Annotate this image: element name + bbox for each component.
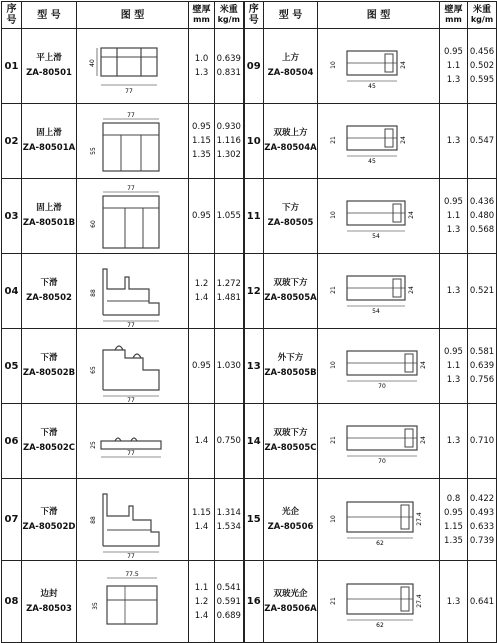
- weight-cell: [468, 104, 497, 179]
- header-seq-right: 序号: [244, 2, 264, 29]
- cross-section-drawing: [85, 180, 181, 252]
- profile-code: ZA-80505: [267, 218, 314, 228]
- dim-label: 24: [407, 211, 415, 219]
- thickness-cell-value: 1.35: [192, 150, 211, 160]
- profile-code: ZA-80506A: [264, 603, 317, 614]
- seq-number: 16: [244, 561, 264, 643]
- weight-cell-value: 1.055: [216, 211, 241, 221]
- thickness-cell-value: 0.8: [446, 493, 461, 504]
- model-cell: [264, 329, 318, 404]
- profile-name: 边封: [40, 588, 58, 599]
- profile-code: ZA-80502D: [22, 521, 76, 532]
- dim-label: 54: [371, 233, 380, 240]
- model-cell: [264, 104, 318, 179]
- thickness-cell: [189, 179, 215, 254]
- profile-figure: [77, 254, 189, 329]
- profile-code: ZA-80502B: [22, 368, 76, 378]
- cross-section-drawing: [85, 562, 181, 642]
- profile-name: 上方: [281, 53, 299, 63]
- weight-cell-value: 0.756: [469, 375, 495, 385]
- thickness-cell: [189, 404, 215, 479]
- dim-label: 10: [329, 514, 337, 523]
- header-thickness-unit-right: mm: [445, 14, 462, 24]
- thickness-cell-value: 1.1: [446, 361, 461, 371]
- weight-cell-value: 1.302: [216, 150, 241, 160]
- weight-cell-value: 1.534: [216, 521, 241, 532]
- table-row: [2, 179, 497, 254]
- header-row: [2, 2, 497, 29]
- dim-label: 88: [89, 515, 97, 524]
- header-thickness: [189, 2, 215, 29]
- dim-label: 62: [375, 539, 384, 547]
- thickness-cell-value: 1.4: [194, 521, 209, 532]
- weight-cell: [468, 561, 497, 643]
- dim-label: 21: [329, 436, 337, 444]
- profile-figure: [318, 561, 440, 643]
- model-cell: [22, 404, 77, 479]
- weight-cell-value: 0.639: [216, 54, 241, 64]
- dim-label: 70: [377, 458, 386, 465]
- weight-cell-value: 0.710: [469, 436, 495, 446]
- profile-name: 下滑: [40, 278, 58, 288]
- seq-number: 04: [2, 254, 22, 329]
- weight-cell-value: 1.481: [216, 293, 241, 303]
- seq-number: 06: [2, 404, 22, 479]
- profile-name: 下方: [281, 203, 299, 213]
- thickness-cell-value: 1.3: [446, 75, 461, 85]
- weight-cell-value: 0.422: [469, 493, 495, 504]
- weight-cell-value: 1.314: [216, 507, 241, 518]
- weight-cell: [215, 104, 244, 179]
- cross-section-drawing: [321, 258, 437, 324]
- seq-number: 15: [244, 479, 264, 561]
- model-cell: [264, 254, 318, 329]
- profile-code: ZA-80501B: [22, 218, 76, 228]
- header-thickness-right: [440, 2, 468, 29]
- profile-code: ZA-80504A: [264, 143, 317, 153]
- thickness-cell: [440, 254, 468, 329]
- profile-code: ZA-80501A: [22, 143, 76, 153]
- cross-section-drawing: [85, 255, 181, 327]
- header-seq: 序号: [2, 2, 22, 29]
- weight-cell: [215, 329, 244, 404]
- profile-figure: [318, 29, 440, 104]
- profile-figure: [77, 561, 189, 643]
- weight-cell-value: 0.750: [216, 436, 241, 446]
- dim-label: 21: [329, 286, 337, 294]
- thickness-cell-value: 0.95: [444, 197, 463, 207]
- seq-number: 02: [2, 104, 22, 179]
- profile-code: ZA-80502C: [22, 443, 76, 453]
- dim-label: 45: [367, 158, 376, 165]
- weight-cell-value: 0.595: [469, 75, 495, 85]
- dim-label: 54: [371, 308, 380, 315]
- dim-label: 25: [89, 441, 97, 449]
- dim-label: 70: [377, 383, 386, 390]
- weight-cell: [215, 561, 244, 643]
- table-row: [2, 29, 497, 104]
- weight-cell: [468, 404, 497, 479]
- thickness-cell-value: 0.95: [192, 122, 211, 132]
- dim-label: 77: [126, 450, 135, 457]
- dim-label: 77: [126, 112, 135, 119]
- weight-cell: [468, 329, 497, 404]
- cross-section-drawing: [321, 183, 437, 249]
- profile-name: 外下方: [277, 353, 304, 363]
- table-row: [2, 104, 497, 179]
- seq-number: 07: [2, 479, 22, 561]
- profile-name: 下滑: [40, 353, 58, 363]
- weight-cell-value: 0.547: [469, 136, 495, 146]
- dim-label: 24: [407, 286, 415, 294]
- thickness-cell-value: 1.1: [446, 61, 461, 71]
- header-figure: 图 型: [77, 2, 189, 29]
- dim-label: 77.5: [124, 570, 139, 578]
- thickness-cell: [440, 179, 468, 254]
- dim-label: 24: [399, 61, 407, 69]
- table-row: [2, 479, 497, 561]
- thickness-cell: [440, 561, 468, 643]
- thickness-cell-value: 1.0: [194, 54, 209, 64]
- dim-label: 65: [89, 366, 97, 374]
- profile-name: 双玻下方: [273, 278, 308, 288]
- cross-section-drawing: [85, 480, 181, 560]
- profile-name: 双玻下方: [273, 428, 308, 438]
- seq-number: 08: [2, 561, 22, 643]
- thickness-cell-value: 1.15: [192, 136, 211, 146]
- thickness-cell-value: 1.3: [446, 225, 461, 235]
- seq-number: 13: [244, 329, 264, 404]
- weight-cell-value: 1.272: [216, 279, 241, 289]
- profile-figure: [77, 404, 189, 479]
- dim-label: 77: [126, 552, 135, 560]
- thickness-cell-value: 0.95: [192, 211, 211, 221]
- seq-number: 09: [244, 29, 264, 104]
- thickness-cell: [189, 104, 215, 179]
- seq-number: 10: [244, 104, 264, 179]
- dim-label: 40: [88, 59, 96, 67]
- cross-section-drawing: [321, 408, 437, 474]
- weight-cell: [215, 29, 244, 104]
- header-thickness-label: 壁厚: [192, 4, 211, 15]
- model-cell: [264, 561, 318, 643]
- weight-cell: [215, 179, 244, 254]
- header-weight-right: [468, 2, 497, 29]
- profile-figure: [77, 479, 189, 561]
- weight-cell-value: 0.568: [469, 225, 495, 235]
- thickness-cell-value: 1.3: [446, 436, 461, 446]
- weight-cell-value: 0.739: [469, 535, 495, 546]
- model-cell: [264, 404, 318, 479]
- cross-section-drawing: [321, 487, 437, 553]
- profile-catalog-table: [1, 1, 497, 643]
- thickness-cell-value: 1.3: [446, 286, 461, 296]
- cross-section-drawing: [85, 30, 181, 102]
- weight-cell: [468, 179, 497, 254]
- seq-number: 11: [244, 179, 264, 254]
- profile-figure: [318, 404, 440, 479]
- cross-section-drawing: [321, 108, 437, 174]
- profile-code: ZA-80504: [267, 68, 314, 78]
- dim-label: 55: [89, 147, 97, 155]
- dim-label: 27.4: [415, 511, 423, 526]
- dim-label: 27.4: [415, 593, 423, 608]
- thickness-cell: [189, 254, 215, 329]
- thickness-cell-value: 1.3: [446, 375, 461, 385]
- weight-cell-value: 0.521: [469, 286, 495, 296]
- weight-cell-value: 0.633: [469, 521, 495, 532]
- model-cell: [22, 561, 77, 643]
- dim-label: 21: [329, 596, 337, 605]
- thickness-cell-value: 1.3: [446, 596, 461, 607]
- weight-cell-value: 0.641: [469, 596, 495, 607]
- thickness-cell: [189, 329, 215, 404]
- thickness-cell-value: 1.1: [446, 211, 461, 221]
- weight-cell: [215, 404, 244, 479]
- weight-cell-value: 0.689: [216, 610, 241, 621]
- header-weight-unit-right: kg/m: [470, 14, 494, 24]
- seq-number: 03: [2, 179, 22, 254]
- table-row: [2, 329, 497, 404]
- dim-label: 62: [375, 621, 384, 629]
- model-cell: [22, 29, 77, 104]
- weight-cell-value: 0.930: [216, 122, 241, 132]
- weight-cell-value: 0.541: [216, 582, 241, 593]
- model-cell: [264, 29, 318, 104]
- weight-cell: [215, 254, 244, 329]
- dim-label: 45: [367, 83, 376, 90]
- model-cell: [264, 179, 318, 254]
- weight-cell-value: 1.116: [216, 136, 241, 146]
- thickness-cell: [189, 561, 215, 643]
- thickness-cell-value: 0.95: [444, 47, 463, 57]
- header-weight-unit: kg/m: [217, 14, 240, 24]
- profile-code: ZA-80501: [26, 68, 72, 78]
- cross-section-drawing: [85, 330, 181, 402]
- thickness-cell-value: 1.3: [194, 68, 209, 78]
- weight-cell-value: 0.502: [469, 61, 495, 71]
- weight-cell-value: 0.436: [469, 197, 495, 207]
- thickness-cell-value: 1.35: [444, 535, 463, 546]
- thickness-cell-value: 1.15: [192, 507, 211, 518]
- header-model-right: 型 号: [264, 2, 318, 29]
- dim-label: 21: [329, 136, 337, 144]
- seq-number: 05: [2, 329, 22, 404]
- weight-cell-value: 0.480: [469, 211, 495, 221]
- weight-cell-value: 0.831: [216, 68, 241, 78]
- header-weight-label: 米重: [219, 4, 238, 15]
- model-cell: [264, 479, 318, 561]
- model-cell: [22, 479, 77, 561]
- profile-name: 下滑: [40, 428, 58, 438]
- dim-label: 35: [91, 601, 99, 610]
- header-model: 型 号: [22, 2, 77, 29]
- profile-code: ZA-80506: [267, 521, 314, 532]
- profile-name: 双玻上方: [273, 128, 308, 138]
- profile-figure: [318, 329, 440, 404]
- profile-figure: [77, 329, 189, 404]
- header-weight-label-right: 米重: [472, 4, 491, 15]
- seq-number: 12: [244, 254, 264, 329]
- cross-section-drawing: [321, 33, 437, 99]
- profile-code: ZA-80503: [26, 603, 72, 614]
- cross-section-drawing: [321, 333, 437, 399]
- profile-figure: [77, 104, 189, 179]
- cross-section-drawing: [85, 405, 181, 477]
- model-cell: [22, 104, 77, 179]
- header-thickness-unit: mm: [193, 14, 210, 24]
- profile-figure: [318, 179, 440, 254]
- dim-label: 77: [126, 322, 135, 327]
- thickness-cell: [440, 404, 468, 479]
- thickness-cell-value: 1.2: [194, 596, 209, 607]
- dim-label: 10: [329, 361, 337, 369]
- weight-cell-value: 0.591: [216, 596, 241, 607]
- weight-cell: [468, 29, 497, 104]
- model-cell: [22, 179, 77, 254]
- dim-label: 10: [329, 211, 337, 219]
- thickness-cell: [440, 29, 468, 104]
- model-cell: [22, 329, 77, 404]
- thickness-cell: [440, 104, 468, 179]
- profile-figure: [318, 479, 440, 561]
- thickness-cell: [189, 29, 215, 104]
- thickness-cell-value: 1.2: [194, 279, 209, 289]
- profile-name: 平上滑: [36, 53, 62, 63]
- profile-code: ZA-80502: [26, 293, 72, 303]
- weight-cell-value: 0.493: [469, 507, 495, 518]
- profile-figure: [77, 29, 189, 104]
- thickness-cell: [189, 479, 215, 561]
- thickness-cell-value: 1.4: [194, 610, 209, 621]
- thickness-cell-value: 0.95: [444, 507, 463, 518]
- table-row: [2, 561, 497, 643]
- dim-label: 60: [89, 220, 97, 228]
- dim-label: 77: [124, 88, 133, 95]
- profile-figure: [77, 179, 189, 254]
- header-thickness-label-right: 壁厚: [444, 4, 463, 15]
- profile-name: 固上滑: [36, 203, 62, 213]
- profile-name: 下滑: [40, 506, 58, 517]
- dim-label: 77: [126, 397, 135, 402]
- thickness-cell-value: 0.95: [444, 347, 463, 357]
- thickness-cell: [440, 479, 468, 561]
- weight-cell: [468, 254, 497, 329]
- dim-label: 24: [399, 136, 407, 144]
- table-row: [2, 404, 497, 479]
- table-row: [2, 254, 497, 329]
- seq-number: 14: [244, 404, 264, 479]
- dim-label: 77: [126, 185, 135, 192]
- profile-name: 双玻光企: [273, 588, 308, 599]
- dim-label: 24: [419, 361, 427, 369]
- thickness-cell-value: 1.4: [194, 293, 209, 303]
- thickness-cell-value: 0.95: [192, 361, 211, 371]
- model-cell: [22, 254, 77, 329]
- profile-name: 光企: [281, 506, 299, 517]
- header-figure-right: 图 型: [318, 2, 440, 29]
- profile-code: ZA-80505A: [264, 293, 317, 303]
- dim-label: 10: [329, 61, 337, 69]
- weight-cell-value: 1.030: [216, 361, 241, 371]
- profile-code: ZA-80505B: [264, 368, 317, 378]
- profile-code: ZA-80505C: [264, 443, 317, 453]
- profile-figure: [318, 104, 440, 179]
- dim-label: 24: [419, 436, 427, 444]
- weight-cell-value: 0.456: [469, 47, 495, 57]
- seq-number: 01: [2, 29, 22, 104]
- profile-name: 固上滑: [36, 128, 62, 138]
- header-weight: [215, 2, 244, 29]
- cross-section-drawing: [321, 569, 437, 635]
- thickness-cell-value: 1.1: [194, 582, 209, 593]
- thickness-cell-value: 1.15: [444, 521, 463, 532]
- thickness-cell-value: 1.3: [446, 136, 461, 146]
- weight-cell: [468, 479, 497, 561]
- weight-cell: [215, 479, 244, 561]
- thickness-cell: [440, 329, 468, 404]
- dim-label: 88: [89, 289, 97, 297]
- thickness-cell-value: 1.4: [194, 436, 209, 446]
- weight-cell-value: 0.639: [469, 361, 495, 371]
- weight-cell-value: 0.581: [469, 347, 495, 357]
- profile-figure: [318, 254, 440, 329]
- cross-section-drawing: [85, 105, 181, 177]
